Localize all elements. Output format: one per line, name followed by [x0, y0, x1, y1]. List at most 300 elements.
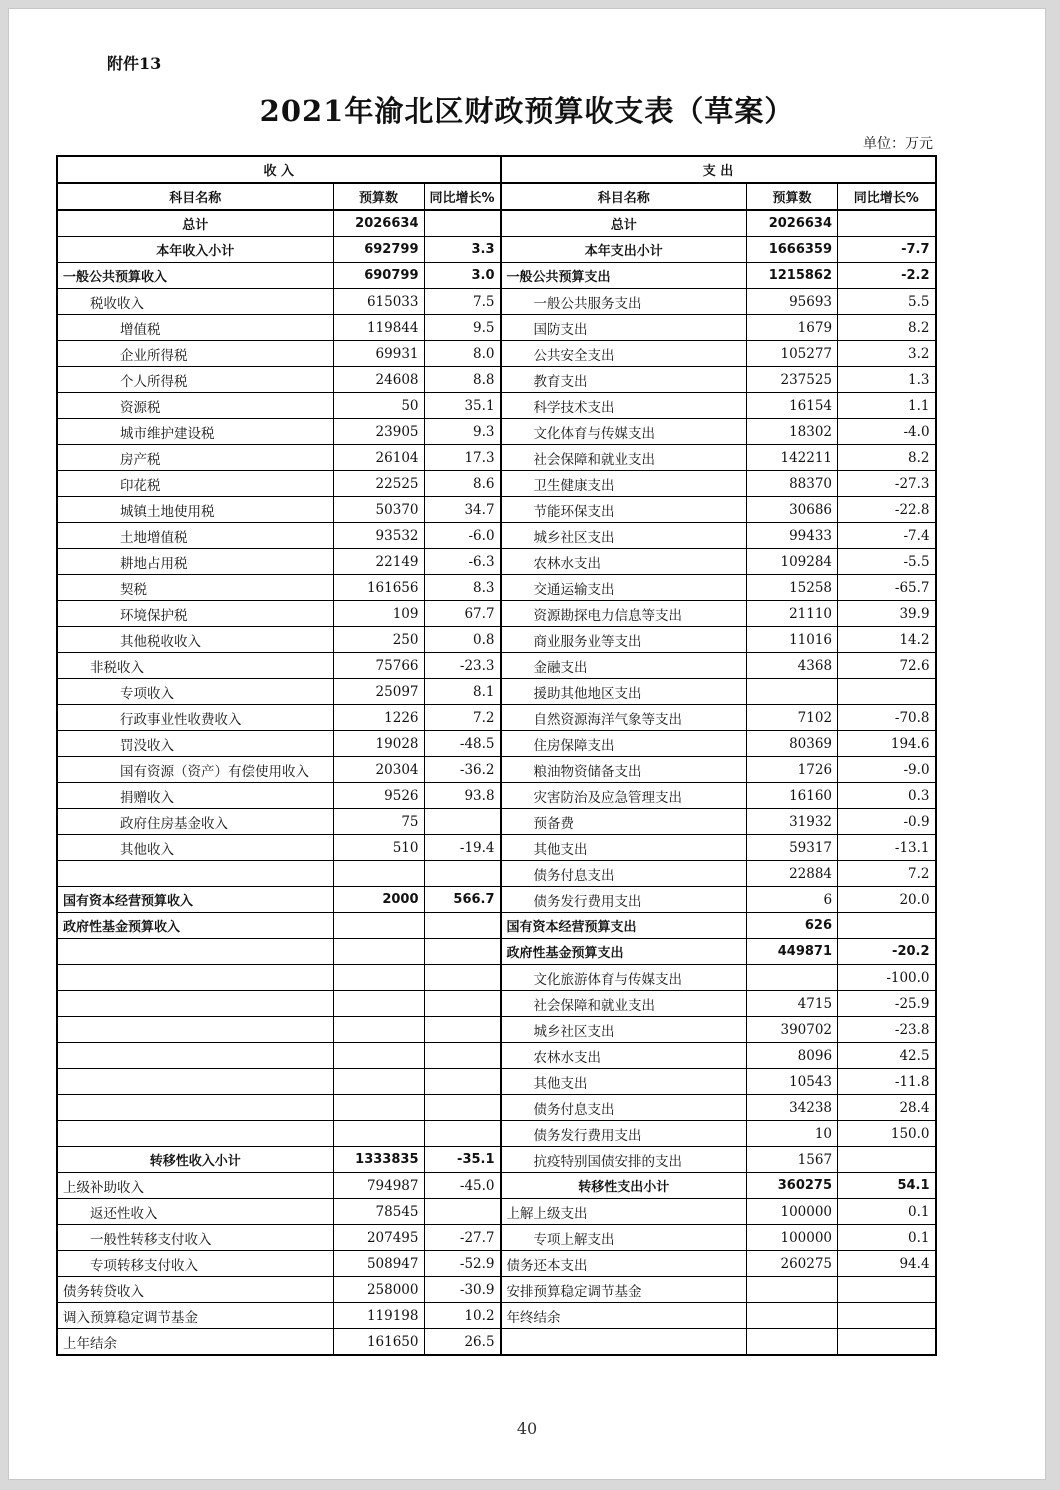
income-budget: 23905 — [333, 419, 424, 445]
income-item-name: 政府住房基金收入 — [57, 809, 333, 835]
expense-budget: 626 — [747, 913, 838, 939]
table-row — [57, 315, 936, 341]
expense-budget: 360275 — [747, 1173, 838, 1199]
table-row — [57, 1277, 936, 1303]
expense-item-name: 上解上级支出 — [501, 1199, 747, 1225]
income-growth: 17.3 — [424, 445, 501, 471]
expense-growth — [838, 913, 936, 939]
income-budget: 794987 — [333, 1173, 424, 1199]
table-row — [57, 653, 936, 679]
table-row — [57, 627, 936, 653]
income-item-name: 返还性收入 — [57, 1199, 333, 1225]
expense-budget: 390702 — [747, 1017, 838, 1043]
income-item-name: 非税收入 — [57, 653, 333, 679]
income-growth — [424, 809, 501, 835]
income-growth — [424, 913, 501, 939]
income-budget: 75 — [333, 809, 424, 835]
expense-item-name: 其他支出 — [501, 835, 747, 861]
income-budget: 161656 — [333, 575, 424, 601]
income-item-name: 一般性转移支付收入 — [57, 1225, 333, 1251]
table-row — [57, 861, 936, 887]
expense-item-name: 住房保障支出 — [501, 731, 747, 757]
expense-growth: -65.7 — [838, 575, 936, 601]
income-budget: 119844 — [333, 315, 424, 341]
table-row — [57, 523, 936, 549]
income-budget: 50370 — [333, 497, 424, 523]
table-row — [57, 263, 936, 289]
table-row — [57, 1329, 936, 1356]
income-growth: -23.3 — [424, 653, 501, 679]
expense-item-name — [501, 1329, 747, 1356]
expense-growth: 0.3 — [838, 783, 936, 809]
income-budget: 508947 — [333, 1251, 424, 1277]
expense-growth: 14.2 — [838, 627, 936, 653]
income-growth: 35.1 — [424, 393, 501, 419]
expense-item-name: 公共安全支出 — [501, 341, 747, 367]
income-growth — [424, 965, 501, 991]
expense-item-name: 预备费 — [501, 809, 747, 835]
expense-item-name: 债务付息支出 — [501, 1095, 747, 1121]
income-growth: 34.7 — [424, 497, 501, 523]
income-growth: -45.0 — [424, 1173, 501, 1199]
expense-item-name: 农林水支出 — [501, 549, 747, 575]
income-budget: 25097 — [333, 679, 424, 705]
attachment-label: 附件13 — [107, 54, 162, 73]
expense-item-name: 本年支出小计 — [501, 237, 747, 263]
expense-budget: 22884 — [747, 861, 838, 887]
income-header: 收 入 — [57, 156, 501, 183]
expense-item-name: 文化体育与传媒支出 — [501, 419, 747, 445]
income-item-name: 上年结余 — [57, 1329, 333, 1356]
income-budget: 19028 — [333, 731, 424, 757]
income-budget — [333, 1069, 424, 1095]
expense-item-name: 科学技术支出 — [501, 393, 747, 419]
table-body — [57, 210, 936, 1355]
expense-budget: 4715 — [747, 991, 838, 1017]
expense-budget — [747, 965, 838, 991]
expense-budget: 100000 — [747, 1225, 838, 1251]
income-growth: -6.0 — [424, 523, 501, 549]
table-row — [57, 1199, 936, 1225]
income-budget: 690799 — [333, 263, 424, 289]
expense-growth: 7.2 — [838, 861, 936, 887]
table-row — [57, 991, 936, 1017]
expense-budget: 1726 — [747, 757, 838, 783]
expense-growth — [838, 210, 936, 237]
income-item-name: 一般公共预算收入 — [57, 263, 333, 289]
expense-growth: -4.0 — [838, 419, 936, 445]
table-row — [57, 679, 936, 705]
income-item-name — [57, 1069, 333, 1095]
expense-budget: 15258 — [747, 575, 838, 601]
expense-budget: 237525 — [747, 367, 838, 393]
income-item-name — [57, 965, 333, 991]
table-row — [57, 965, 936, 991]
expense-budget: 4368 — [747, 653, 838, 679]
expense-budget: 95693 — [747, 289, 838, 315]
income-growth: -19.4 — [424, 835, 501, 861]
expense-growth: 194.6 — [838, 731, 936, 757]
income-growth: -36.2 — [424, 757, 501, 783]
expense-budget: 6 — [747, 887, 838, 913]
income-item-name: 税收收入 — [57, 289, 333, 315]
expense-budget: 16160 — [747, 783, 838, 809]
income-col-budget: 预算数 — [333, 183, 424, 210]
income-budget: 1226 — [333, 705, 424, 731]
income-item-name: 国有资本经营预算收入 — [57, 887, 333, 913]
table-row — [57, 1173, 936, 1199]
table-row — [57, 1225, 936, 1251]
expense-growth: 28.4 — [838, 1095, 936, 1121]
table-row — [57, 393, 936, 419]
expense-item-name: 节能环保支出 — [501, 497, 747, 523]
table-row — [57, 1121, 936, 1147]
expense-growth — [838, 1147, 936, 1173]
income-budget: 250 — [333, 627, 424, 653]
income-budget: 24608 — [333, 367, 424, 393]
expense-item-name: 农林水支出 — [501, 1043, 747, 1069]
income-item-name: 捐赠收入 — [57, 783, 333, 809]
expense-item-name: 其他支出 — [501, 1069, 747, 1095]
expense-budget: 2026634 — [747, 210, 838, 237]
expense-growth: 1.3 — [838, 367, 936, 393]
income-item-name: 印花税 — [57, 471, 333, 497]
table-row — [57, 757, 936, 783]
expense-growth — [838, 1277, 936, 1303]
expense-budget: 142211 — [747, 445, 838, 471]
expense-growth: -5.5 — [838, 549, 936, 575]
expense-col-budget: 预算数 — [747, 183, 838, 210]
expense-item-name: 教育支出 — [501, 367, 747, 393]
expense-budget: 7102 — [747, 705, 838, 731]
income-item-name — [57, 1095, 333, 1121]
income-budget: 615033 — [333, 289, 424, 315]
expense-budget: 10 — [747, 1121, 838, 1147]
expense-item-name: 社会保障和就业支出 — [501, 991, 747, 1017]
expense-budget: 8096 — [747, 1043, 838, 1069]
budget-table — [56, 155, 937, 1356]
income-item-name: 行政事业性收费收入 — [57, 705, 333, 731]
income-budget: 50 — [333, 393, 424, 419]
expense-growth: -7.4 — [838, 523, 936, 549]
expense-growth: -0.9 — [838, 809, 936, 835]
income-budget: 22525 — [333, 471, 424, 497]
table-row — [57, 1251, 936, 1277]
income-item-name — [57, 1017, 333, 1043]
income-budget — [333, 991, 424, 1017]
expense-item-name: 债务发行费用支出 — [501, 1121, 747, 1147]
income-budget: 207495 — [333, 1225, 424, 1251]
income-budget: 26104 — [333, 445, 424, 471]
document-page — [8, 8, 1046, 1480]
expense-growth — [838, 1329, 936, 1356]
expense-growth: -22.8 — [838, 497, 936, 523]
expense-item-name: 一般公共预算支出 — [501, 263, 747, 289]
expense-growth: 94.4 — [838, 1251, 936, 1277]
expense-growth: 150.0 — [838, 1121, 936, 1147]
income-growth: -35.1 — [424, 1147, 501, 1173]
expense-growth: -100.0 — [838, 965, 936, 991]
expense-item-name: 交通运输支出 — [501, 575, 747, 601]
table-row — [57, 549, 936, 575]
income-growth: -48.5 — [424, 731, 501, 757]
expense-budget — [747, 679, 838, 705]
expense-item-name: 抗疫特别国债安排的支出 — [501, 1147, 747, 1173]
income-budget — [333, 939, 424, 965]
income-budget: 20304 — [333, 757, 424, 783]
table-row — [57, 575, 936, 601]
income-item-name: 专项转移支付收入 — [57, 1251, 333, 1277]
expense-item-name: 自然资源海洋气象等支出 — [501, 705, 747, 731]
table-row — [57, 471, 936, 497]
income-item-name: 城市维护建设税 — [57, 419, 333, 445]
income-growth: 8.6 — [424, 471, 501, 497]
expense-item-name: 商业服务业等支出 — [501, 627, 747, 653]
income-growth: 8.0 — [424, 341, 501, 367]
table-row — [57, 809, 936, 835]
income-growth: 7.5 — [424, 289, 501, 315]
table-row — [57, 289, 936, 315]
expense-item-name: 安排预算稳定调节基金 — [501, 1277, 747, 1303]
income-growth: 93.8 — [424, 783, 501, 809]
expense-growth: 20.0 — [838, 887, 936, 913]
expense-budget: 99433 — [747, 523, 838, 549]
income-growth — [424, 1121, 501, 1147]
expense-budget: 34238 — [747, 1095, 838, 1121]
expense-budget: 88370 — [747, 471, 838, 497]
income-budget: 78545 — [333, 1199, 424, 1225]
expense-budget: 11016 — [747, 627, 838, 653]
expense-growth: -27.3 — [838, 471, 936, 497]
income-growth — [424, 1199, 501, 1225]
table-row — [57, 445, 936, 471]
table-row — [57, 887, 936, 913]
income-item-name: 国有资源（资产）有偿使用收入 — [57, 757, 333, 783]
expense-growth: 3.2 — [838, 341, 936, 367]
expense-item-name: 社会保障和就业支出 — [501, 445, 747, 471]
income-item-name: 耕地占用税 — [57, 549, 333, 575]
income-col-growth: 同比增长% — [424, 183, 501, 210]
income-item-name: 增值税 — [57, 315, 333, 341]
income-item-name: 资源税 — [57, 393, 333, 419]
expense-budget: 449871 — [747, 939, 838, 965]
income-item-name: 个人所得税 — [57, 367, 333, 393]
expense-item-name: 粮油物资储备支出 — [501, 757, 747, 783]
expense-budget: 10543 — [747, 1069, 838, 1095]
income-budget: 161650 — [333, 1329, 424, 1356]
expense-budget: 21110 — [747, 601, 838, 627]
income-item-name — [57, 939, 333, 965]
expense-growth: 1.1 — [838, 393, 936, 419]
income-budget: 9526 — [333, 783, 424, 809]
expense-item-name: 资源勘探电力信息等支出 — [501, 601, 747, 627]
expense-item-name: 灾害防治及应急管理支出 — [501, 783, 747, 809]
expense-growth — [838, 1303, 936, 1329]
expense-growth: 54.1 — [838, 1173, 936, 1199]
income-growth — [424, 1043, 501, 1069]
income-item-name: 政府性基金预算收入 — [57, 913, 333, 939]
table-row — [57, 367, 936, 393]
table-row — [57, 913, 936, 939]
expense-growth: -9.0 — [838, 757, 936, 783]
expense-budget: 16154 — [747, 393, 838, 419]
expense-growth — [838, 679, 936, 705]
income-growth — [424, 210, 501, 237]
expense-growth: -25.9 — [838, 991, 936, 1017]
expense-header: 支 出 — [501, 156, 936, 183]
expense-budget: 1215862 — [747, 263, 838, 289]
table-row — [57, 705, 936, 731]
income-growth: 3.0 — [424, 263, 501, 289]
expense-budget: 18302 — [747, 419, 838, 445]
table-row — [57, 835, 936, 861]
income-budget: 109 — [333, 601, 424, 627]
expense-growth: 5.5 — [838, 289, 936, 315]
income-growth: 9.5 — [424, 315, 501, 341]
income-growth — [424, 1069, 501, 1095]
expense-col-name: 科目名称 — [501, 183, 747, 210]
income-growth: 67.7 — [424, 601, 501, 627]
expense-item-name: 专项上解支出 — [501, 1225, 747, 1251]
table-row — [57, 601, 936, 627]
income-growth: 7.2 — [424, 705, 501, 731]
expense-growth: -23.8 — [838, 1017, 936, 1043]
income-budget — [333, 1095, 424, 1121]
table-row — [57, 1043, 936, 1069]
expense-item-name: 总计 — [501, 210, 747, 237]
income-item-name: 总计 — [57, 210, 333, 237]
income-growth — [424, 991, 501, 1017]
expense-item-name: 国防支出 — [501, 315, 747, 341]
expense-budget — [747, 1303, 838, 1329]
expense-growth: 0.1 — [838, 1199, 936, 1225]
income-item-name: 企业所得税 — [57, 341, 333, 367]
table-row — [57, 1303, 936, 1329]
expense-growth: 0.1 — [838, 1225, 936, 1251]
expense-item-name: 政府性基金预算支出 — [501, 939, 747, 965]
expense-growth: -2.2 — [838, 263, 936, 289]
expense-budget: 1679 — [747, 315, 838, 341]
expense-growth: -11.8 — [838, 1069, 936, 1095]
income-budget: 692799 — [333, 237, 424, 263]
table-row — [57, 1017, 936, 1043]
income-item-name: 其他收入 — [57, 835, 333, 861]
income-budget: 2000 — [333, 887, 424, 913]
table-row — [57, 1069, 936, 1095]
expense-growth: 8.2 — [838, 445, 936, 471]
income-item-name: 罚没收入 — [57, 731, 333, 757]
expense-budget: 105277 — [747, 341, 838, 367]
income-item-name: 上级补助收入 — [57, 1173, 333, 1199]
income-item-name: 土地增值税 — [57, 523, 333, 549]
income-growth — [424, 1017, 501, 1043]
expense-item-name: 国有资本经营预算支出 — [501, 913, 747, 939]
unit-label: 单位：万元 — [863, 136, 933, 152]
income-col-name: 科目名称 — [57, 183, 333, 210]
expense-growth: 8.2 — [838, 315, 936, 341]
expense-budget: 30686 — [747, 497, 838, 523]
income-budget — [333, 1121, 424, 1147]
income-budget — [333, 861, 424, 887]
income-item-name — [57, 1043, 333, 1069]
expense-growth: 42.5 — [838, 1043, 936, 1069]
expense-item-name: 城乡社区支出 — [501, 523, 747, 549]
expense-budget: 100000 — [747, 1199, 838, 1225]
income-growth: -30.9 — [424, 1277, 501, 1303]
table-row — [57, 341, 936, 367]
income-item-name: 专项收入 — [57, 679, 333, 705]
income-budget: 510 — [333, 835, 424, 861]
income-growth: 8.1 — [424, 679, 501, 705]
table-row — [57, 237, 936, 263]
expense-item-name: 债务发行费用支出 — [501, 887, 747, 913]
expense-growth: 39.9 — [838, 601, 936, 627]
income-budget — [333, 1043, 424, 1069]
income-growth: -6.3 — [424, 549, 501, 575]
expense-growth: -70.8 — [838, 705, 936, 731]
income-item-name — [57, 861, 333, 887]
income-growth: -27.7 — [424, 1225, 501, 1251]
income-budget — [333, 913, 424, 939]
table-row — [57, 1095, 936, 1121]
expense-budget: 80369 — [747, 731, 838, 757]
income-budget — [333, 1017, 424, 1043]
expense-item-name: 援助其他地区支出 — [501, 679, 747, 705]
expense-budget — [747, 1277, 838, 1303]
expense-item-name: 债务付息支出 — [501, 861, 747, 887]
income-growth: 0.8 — [424, 627, 501, 653]
expense-budget: 1567 — [747, 1147, 838, 1173]
table-row — [57, 210, 936, 237]
income-budget: 93532 — [333, 523, 424, 549]
table-row — [57, 497, 936, 523]
income-growth: 10.2 — [424, 1303, 501, 1329]
income-growth: 566.7 — [424, 887, 501, 913]
expense-item-name: 城乡社区支出 — [501, 1017, 747, 1043]
income-budget: 75766 — [333, 653, 424, 679]
income-item-name: 本年收入小计 — [57, 237, 333, 263]
income-item-name: 调入预算稳定调节基金 — [57, 1303, 333, 1329]
income-growth: -52.9 — [424, 1251, 501, 1277]
expense-budget: 109284 — [747, 549, 838, 575]
expense-growth: 72.6 — [838, 653, 936, 679]
table-row — [57, 783, 936, 809]
expense-item-name: 年终结余 — [501, 1303, 747, 1329]
expense-col-growth: 同比增长% — [838, 183, 936, 210]
expense-growth: -7.7 — [838, 237, 936, 263]
expense-item-name: 转移性支出小计 — [501, 1173, 747, 1199]
income-growth: 9.3 — [424, 419, 501, 445]
expense-item-name: 债务还本支出 — [501, 1251, 747, 1277]
income-item-name: 其他税收收入 — [57, 627, 333, 653]
table-row — [57, 419, 936, 445]
page-number: 40 — [516, 1419, 538, 1438]
income-item-name: 城镇土地使用税 — [57, 497, 333, 523]
income-item-name: 环境保护税 — [57, 601, 333, 627]
income-item-name: 契税 — [57, 575, 333, 601]
income-budget: 1333835 — [333, 1147, 424, 1173]
table-row — [57, 731, 936, 757]
expense-item-name: 一般公共服务支出 — [501, 289, 747, 315]
income-item-name: 房产税 — [57, 445, 333, 471]
income-growth: 8.3 — [424, 575, 501, 601]
expense-item-name: 卫生健康支出 — [501, 471, 747, 497]
income-growth: 8.8 — [424, 367, 501, 393]
income-budget: 2026634 — [333, 210, 424, 237]
page-title: 2021年渝北区财政预算收支表（草案） — [259, 94, 795, 128]
expense-budget: 260275 — [747, 1251, 838, 1277]
income-item-name: 债务转贷收入 — [57, 1277, 333, 1303]
